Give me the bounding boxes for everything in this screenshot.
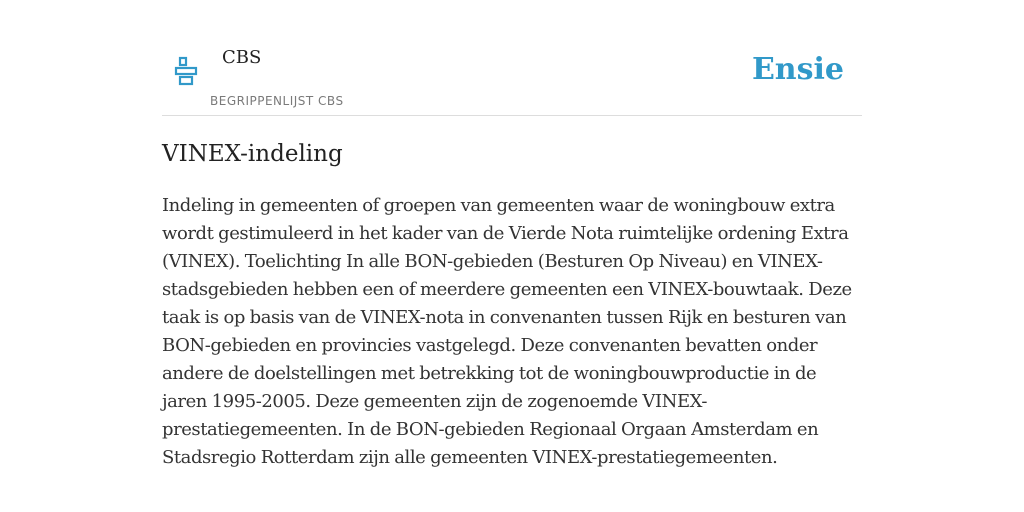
collection-label[interactable]: BEGRIPPENLIJST CBS xyxy=(210,94,344,108)
header xyxy=(162,0,862,116)
entry-card xyxy=(162,0,862,512)
term-title: VINEX-indeling xyxy=(162,141,343,167)
org-name[interactable]: CBS xyxy=(222,47,262,68)
cbs-logo-icon xyxy=(174,56,198,86)
term-definition: Indeling in gemeenten of groepen van gemeenten waar de woningbouw extra wordt gestimuleerd in het kader van de Vierde Nota ruimtelijke ordening Extra (VINEX). Toelichting In alle BON-gebieden (Besturen Op Niveau) en VINEX-stadsgebieden hebben een of meerdere gemeenten een VINEX-bouwtaak. Deze taak is op basis van de VINEX-nota in convenanten tussen Rijk en besturen van BON-gebieden en provincies vastgelegd. Deze convenanten bevatten onder andere de doelstellingen met betrekking tot de woningbouwproductie in de jaren 1995-2005. Deze gemeenten zijn de zogenoemde VINEX- prestatiegemeenten. In de BON-gebieden Regionaal Orgaan Amsterdam en Stadsregio Rotterdam zijn alle gemeenten VINEX-prestatiegemeenten. xyxy=(162,195,852,468)
brand-logo[interactable]: Ensie xyxy=(751,52,844,87)
